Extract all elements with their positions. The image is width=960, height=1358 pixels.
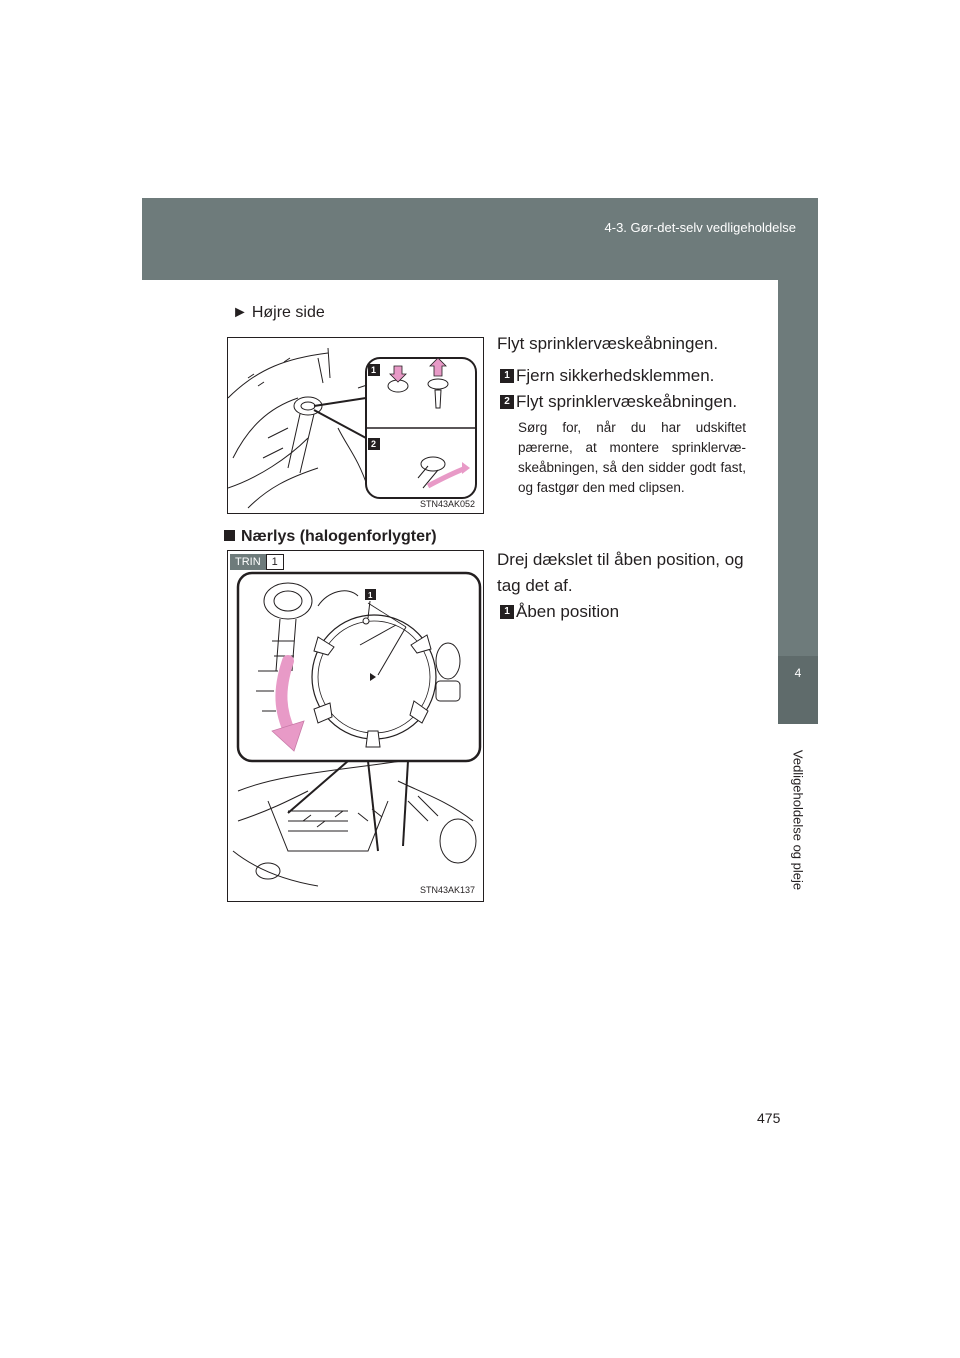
chapter-number-tab xyxy=(778,656,818,724)
callout-number-badge: 1 xyxy=(500,605,514,619)
headlight-cover-figure xyxy=(227,550,484,902)
figure-code: STN43AK137 xyxy=(419,885,475,895)
low-beam-section-heading xyxy=(224,528,437,546)
figure-callout-2: 2 xyxy=(371,439,377,449)
right-side-intro: Flyt sprinklervæskeåbningen. xyxy=(497,334,719,353)
step-label xyxy=(230,554,284,570)
low-beam-instruction: Drej dækslet til åben position, og tag det af. xyxy=(497,550,744,595)
step-item-2 xyxy=(500,392,737,412)
figure-callout-1: 1 xyxy=(371,365,377,375)
engine-bay-illustration xyxy=(228,338,483,513)
step-label-number: 1 xyxy=(266,554,284,570)
headlight-cover-illustration xyxy=(228,551,483,901)
step-item-1 xyxy=(500,366,714,386)
step-text: Fjern sikkerhedsklemmen. xyxy=(516,366,715,385)
page-number: 475 xyxy=(757,1110,781,1126)
step-text: Flyt sprinklervæskeåbningen. xyxy=(516,392,738,411)
figure-callout-1: 1 xyxy=(368,591,373,600)
washer-nozzle-figure xyxy=(227,337,484,514)
callout-text: Åben position xyxy=(516,602,620,621)
installation-note: Sørg for, når du har udskiftet pærerne, at montere sprinklervæ-skeåbningen, så den sidder godt fast, og fastgør den med clipsen. xyxy=(518,420,746,495)
figure-code: STN43AK052 xyxy=(419,499,475,509)
square-bullet-icon xyxy=(224,530,235,541)
step-label-text: TRIN xyxy=(230,554,266,570)
chapter-label: Vedligeholdelse og pleje xyxy=(790,749,806,891)
triangle-bullet-icon: ► xyxy=(232,304,248,321)
step-number-badge: 1 xyxy=(500,369,514,383)
chapter-title: 4-3. Gør-det-selv vedligeholdelse xyxy=(604,220,796,235)
callout-item-1 xyxy=(500,602,619,622)
low-beam-heading-text: Nærlys (halogenforlygter) xyxy=(241,528,437,545)
chapter-header xyxy=(142,198,818,280)
step-number-badge: 2 xyxy=(500,395,514,409)
right-side-heading-text: Højre side xyxy=(251,304,325,321)
right-side-heading xyxy=(232,304,325,322)
chapter-number: 4 xyxy=(794,666,802,680)
side-tab-upper xyxy=(778,280,818,656)
